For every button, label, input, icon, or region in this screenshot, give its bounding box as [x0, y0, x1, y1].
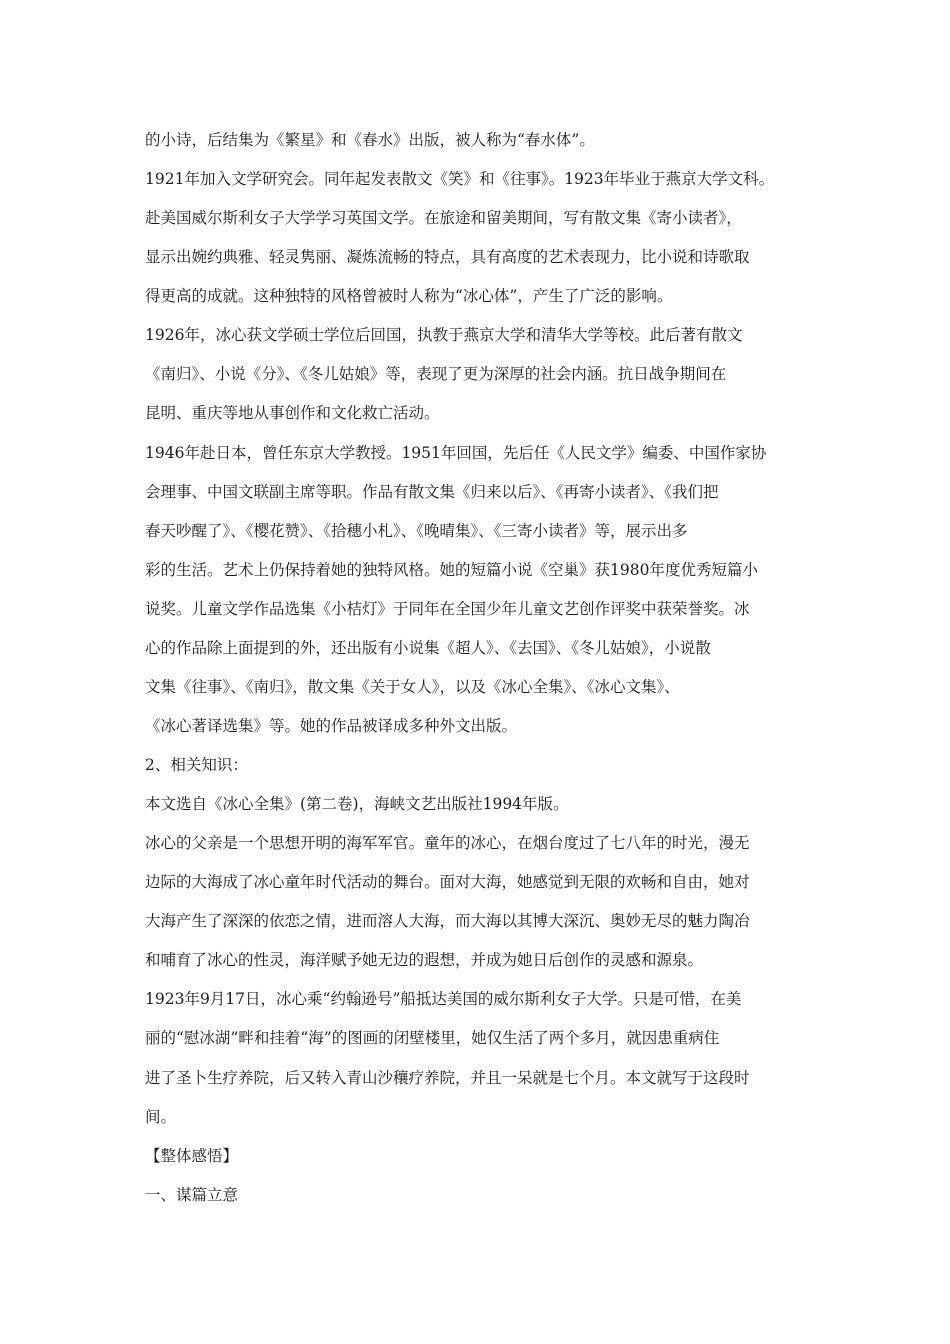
paragraph	[145, 121, 813, 160]
text-line: 春天吵醒了》、《樱花赞》、《拾穗小札》、《晚晴集》、《三寄小读者》等，展示出多	[145, 521, 688, 540]
text-line: 说奖。儿童文学作品选集《小桔灯》于同年在全国少年儿童文艺创作评奖中获荣誉奖。冰	[145, 599, 750, 618]
text-line: 的小诗，后结集为《繁星》和《春水》出版，被人称为“春水体”。	[145, 131, 595, 149]
document-body	[145, 121, 813, 1215]
paragraph	[145, 434, 813, 747]
text-line: 大海产生了深深的依恋之情，进而溶人大海，而大海以其博大深沉、奥妙无尽的魅力陶冶	[145, 912, 750, 931]
text-line: 本文选自《冰心全集》(第二卷)，海峡文艺出版社1994年版。	[145, 795, 569, 814]
paragraph	[145, 160, 813, 316]
paragraph	[145, 980, 813, 1136]
text-line: 间。	[145, 1107, 177, 1126]
text-line: 赴美国威尔斯利女子大学学习英国文学。在旅途和留美期间，写有散文集《寄小读者》，	[145, 209, 742, 228]
text-line: 【整体感悟】	[145, 1146, 239, 1165]
text-line: 1921年加入文学研究会。同年起发表散文《笑》和《往事》。1923年毕业于燕京大学文科。	[145, 170, 775, 189]
text-line: 会理事、中国文联副主席等职。作品有散文集《归来以后》、《再寄小读者》、《我们把	[145, 482, 719, 501]
paragraph	[145, 746, 813, 785]
document-page	[145, 121, 813, 1215]
text-line: 得更高的成就。这种独特的风格曾被时人称为“冰心体”，产生了广泛的影响。	[145, 287, 673, 306]
paragraph	[145, 1176, 813, 1215]
text-line: 文集《往事》、《南归》，散文集《关于女人》，以及《冰心全集》、《冰心文集》、	[145, 677, 680, 696]
paragraph	[145, 1137, 813, 1176]
text-line: 昆明、重庆等地从事创作和文化救亡活动。	[145, 404, 440, 423]
text-line: 边际的大海成了冰心童年时代活动的舞台。面对大海，她感觉到无限的欢畅和自由，她对	[145, 873, 750, 892]
text-line: 彩的生活。艺术上仍保持着她的独特风格。她的短篇小说《空巢》获1980年度优秀短篇小	[145, 560, 758, 579]
text-line: 2、相关知识：	[145, 756, 248, 774]
text-line: 《冰心著译选集》等。她的作品被译成多种外文出版。	[145, 716, 518, 735]
text-line: 心的作品除上面提到的外，还出版有小说集《超人》、《去国》、《冬儿姑娘》，小说散	[145, 638, 711, 657]
text-line: 1926年，冰心获文学硕士学位后回国，执教于燕京大学和清华大学等校。此后著有散文	[145, 326, 743, 345]
paragraph	[145, 785, 813, 824]
text-line: 1946年赴日本，曾任东京大学教授。1951年回国，先后任《人民文学》编委、中国作家协	[145, 443, 767, 462]
text-line: 丽的“慰冰湖”畔和挂着“海”的图画的闭壁楼里，她仅生活了两个多月，就因患重病住	[145, 1029, 720, 1048]
text-line: 1923年9月17日，冰心乘“约翰逊号”船抵达美国的威尔斯利女子大学。只是可惜，在美	[145, 990, 742, 1009]
paragraph	[145, 824, 813, 980]
text-line: 一、谋篇立意	[145, 1185, 239, 1204]
paragraph	[145, 316, 813, 433]
text-line: 进了圣卜生疗养院，后又转入青山沙穰疗养院，并且一呆就是七个月。本文就写于这段时	[145, 1068, 750, 1087]
text-line: 显示出婉约典雅、轻灵隽丽、凝炼流畅的特点，具有高度的艺术表现力，比小说和诗歌取	[145, 248, 750, 267]
text-line: 和哺育了冰心的性灵，海洋赋予她无边的遐想，并成为她日后创作的灵感和源泉。	[145, 951, 704, 970]
text-line: 《南归》、小说《分》、《冬儿姑娘》等，表现了更为深厚的社会内涵。抗日战争期间在	[145, 365, 727, 384]
text-line: 冰心的父亲是一个思想开明的海军军官。童年的冰心，在烟台度过了七八年的时光，漫无	[145, 834, 750, 853]
